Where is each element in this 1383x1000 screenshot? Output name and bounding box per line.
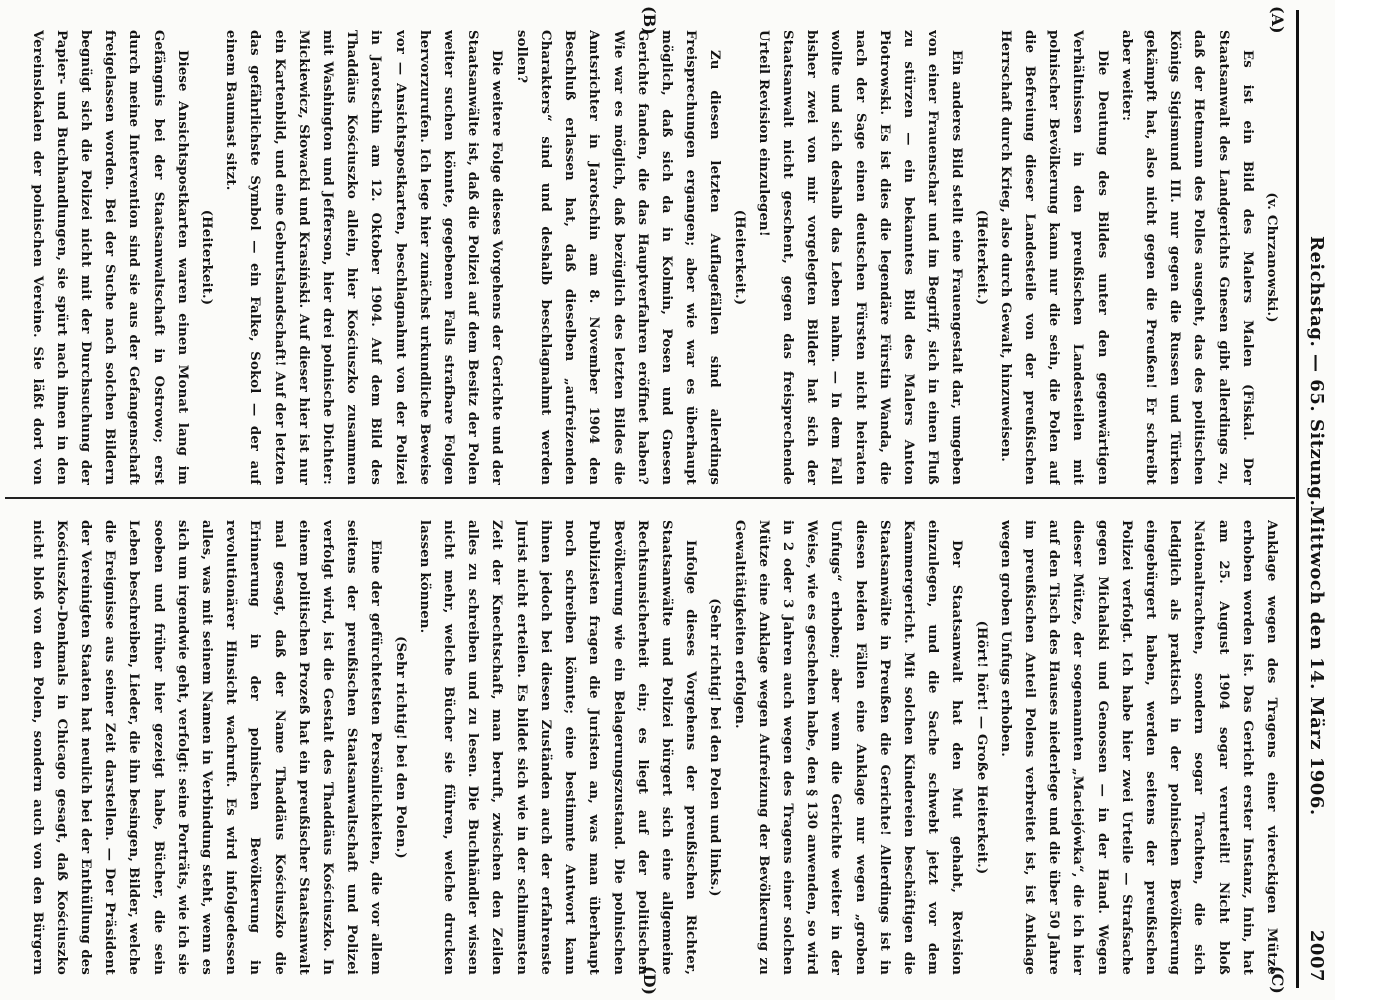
paragraph: Die Deutung des Bildes unter den gegenwärtigen Verhältnissen in den preußischen Landesteilen mit polnischer Bevölkerung kann nur die sein, die Polen auf die Befreiung dieser Landesteile von der preußischen Herrschaft durch Krieg, also durch Gewalt, hinzuweisen.: [997, 30, 1110, 485]
page-header: [1299, 6, 1329, 990]
interjection: (Sehr richtig! bei den Polen.): [392, 636, 408, 859]
column-divider: [5, 497, 1295, 499]
paragraph: Der Staatsanwalt hat den Mut gehabt, Revision einzulegen, und die Sache schwebt jetzt vor dem Kammergericht. Mit solchen Kindereien beschäftigen die Staatsanwälte in Preußen die Gerichte! Allerdings ist in diesen beiden Fällen eine Anklage nur wegen „groben Unfugs“ erhoben; aber wenn die Gerichte weiter in der Weise, wie es geschehen habe, den § 130 anwenden, so wird in 2 oder 3 Jahren auch wegen des Tragens einer solchen Mütze eine Anklage wegen Aufreizung der Bevölkerung zu Gewalttätigkeiten erfolgen.: [731, 520, 965, 975]
header-date: Mittwoch den 14. März 1906.: [1306, 506, 1327, 816]
header-title: Reichstag. — 65. Sitzung.: [1306, 236, 1327, 507]
interjection: (Heiterkeit.): [731, 209, 747, 306]
left-column: [23, 30, 1283, 485]
interjection: (Sehr richtig! bei den Polen und links.): [707, 598, 723, 897]
margin-mark-d: (D): [640, 966, 659, 996]
paragraph: Ein anderes Bild stellt eine Frauengestalt dar, umgeben von einer Frauenschar und im Begriff, sich in einen Fluß zu stürzen — ein bekanntes Bild des Malers Anton Piotrowski. Es ist dies die legendäre Fürstin Wanda, die nach der Sage einen deutschen Fürsten nicht heiraten wollte und sich deshalb das Leben nahm. — In dem Fall bisher zwei von mir vorgelegten Bilder hat sich der Staatsanwalt nicht geschent, gegen das freisprechende Urteil Revision einzulegen!: [755, 30, 965, 485]
paragraph: Die weitere Folge dieses Vorgehens der Gerichte und der Staatsanwälte ist, daß die Polizei auf dem Besitz der Polen weiter suchen könnte, gegebenen Falls strafbare Folgen hervorzurufen. Ich lege hier zunächst urkundliche Beweise vor — Ansichtspostkarten, beschlagnahmt von der Polizei in Jarotschin am 12. Oktober 1904. Auf dem Bild des Thaddäus Kościuszko allein, hier Kościuszko zusammen mit Washington und Jefferson, hier drei polnische Dichter: Mickiewicz, Słowacki und Krasiński. Auf dieser hier ist nur ein Kartenbild, und eine Geburtslandschaft! Auf der letzten das gefährlichste Symbol — ein Falke, Sokol — der auf einem Baumast sitzt.: [223, 30, 505, 485]
page-number: 2007: [1306, 929, 1327, 982]
paragraph: Diese Ansichtspostkarten waren einen Monat lang im Gefängnis bei der Staatsanwaltschaft in Ostrowo; erst durch meine Intervention sind sie aus der Gefangenschaft freigelassen worden. Bei der Suche nach solchen Bildern begnügt sich die Polizei nicht mit der Durchsuchung der Papier- und Buchhandlungen, sie spürt nach ihnen in den Vereinslokalen der polnischen Vereine. Sie läßt dort von: [29, 30, 190, 485]
header-rule: [1296, 10, 1299, 988]
paragraph: Anklage wegen des Tragens einer viereckigen Mütze erhoben worden ist. Das Gericht erster Instanz, Inin, hat am 25. August 1904 sogar verurteilt! Nicht bloß Nationaltrachten, sondern sogar Trachten, die sich lediglich als praktisch in der polnischen Bevölkerung eingebürgert haben, werden seitens der preußischen Polizei verfolgt. Ich habe hier zwei Urteile — Strafsache gegen Michalski und Genossen — in der Hand. Wegen dieser Mütze, der sogenannten „Maciejówka“, die ich hier auf den Tisch des Hauses niederlege und die über 50 Jahre im preußischen Anteil Polens verbreitet ist, ist Anklage wegen groben Unfugs erhoben.: [997, 520, 1279, 975]
interjection: (Heiterkeit.): [199, 209, 215, 306]
speaker-name: (v. Chrzanowski.): [1264, 192, 1279, 323]
paragraph: Zu diesen letzten Auflagefällen sind allerdings Freisprechungen ergangen; aber wie war es überhaupt möglich, daß sich da in Kolmin, Posen und Gnesen Gerichte fanden, die das Hauptverfahren eröffnet haben? Wie war es möglich, daß bezüglich des letzten Bildes die Amtsrichter in Jarotschin am 8. November 1904 den Beschluß erlassen hat, daß dieselben „aufreizenden Charakters“ sind und deshalb beschlagnahmt werden sollen?: [513, 30, 723, 485]
paragraph: Eine der gefürchtetsten Persönlichkeiten, die vor allem seitens der preußischen Staatsanwaltschaft und Polizei verfolgt wird, ist die Gestalt des Thaddäus Kościuszko. In einem politischen Prozeß hat ein preußischer Staatsanwalt mal gesagt, daß der Name Thaddäus Kościuszko die Erinnerung in der polnischen Bevölkerung in revolutionärer Hinsicht wachruft. Es wird infolgedessen alles, was mit seinem Namen in Verbindung steht, wenn es sich um irgendwie geht, verfolgt: seine Porträts, wie ich sie soeben und früher hier gezeigt habe, Bücher, die sein Leben beschreiben, Lieder, die ihn besingen, Bilder, welche die Ereignisse aus seiner Zeit darstellen. — Der Präsident der Vereinigten Staaten hat neulich bei der Enthüllung des Kościuszko-Denkmals in Chicago gesagt, daß Kościuszko nicht bloß von den Polen, sondern auch von den Bürgern: [29, 520, 384, 975]
paragraph: Es ist ein Bild des Malers Malen (Fiskal. Der Staatsanwalt des Landgerichts Gnesen gibt allerdings zu, daß der Hetmann des Polles ausgeht, das des politischen Königs Sigismund III. nur gegen die Russen und Türken gekämpft hat, also nicht gegen die Preußen! Er schreibt aber weiter:: [1118, 30, 1255, 485]
margin-mark-a: (A): [1268, 6, 1287, 34]
margin-mark-b: (B): [640, 6, 659, 35]
margin-mark-c: (C): [1268, 966, 1287, 994]
interjection: (Hört! hört! — Große Heiterkeit.): [973, 620, 989, 875]
paragraph: Infolge dieses Vorgehens der preußischen Richter, Staatsanwälte und Polizei bürgert sich eine allgemeine Rechtsunsicherheit ein; es liegt auf der politischen Bevölkerung wie ein Belagerungszustand. Die polnischen Publizisten fragen die Juristen an, was man überhaupt noch schreiben könnte; eine bestimmte Antwort kann ihnen jedoch bei diesen Zuständen auch der erfahrenste Jurist nicht erteilen. Es bildet sich wie in der schlimmsten Zeit der Knechtschaft, man beruft, zwischen den Zeilen alles zu schreiben und zu lesen. Die Buchhändler wissen nicht mehr, welche Bücher sie führen, welche drucken lassen können.: [416, 520, 699, 975]
right-column: [23, 520, 1283, 975]
interjection: (Heiterkeit.): [973, 209, 989, 306]
